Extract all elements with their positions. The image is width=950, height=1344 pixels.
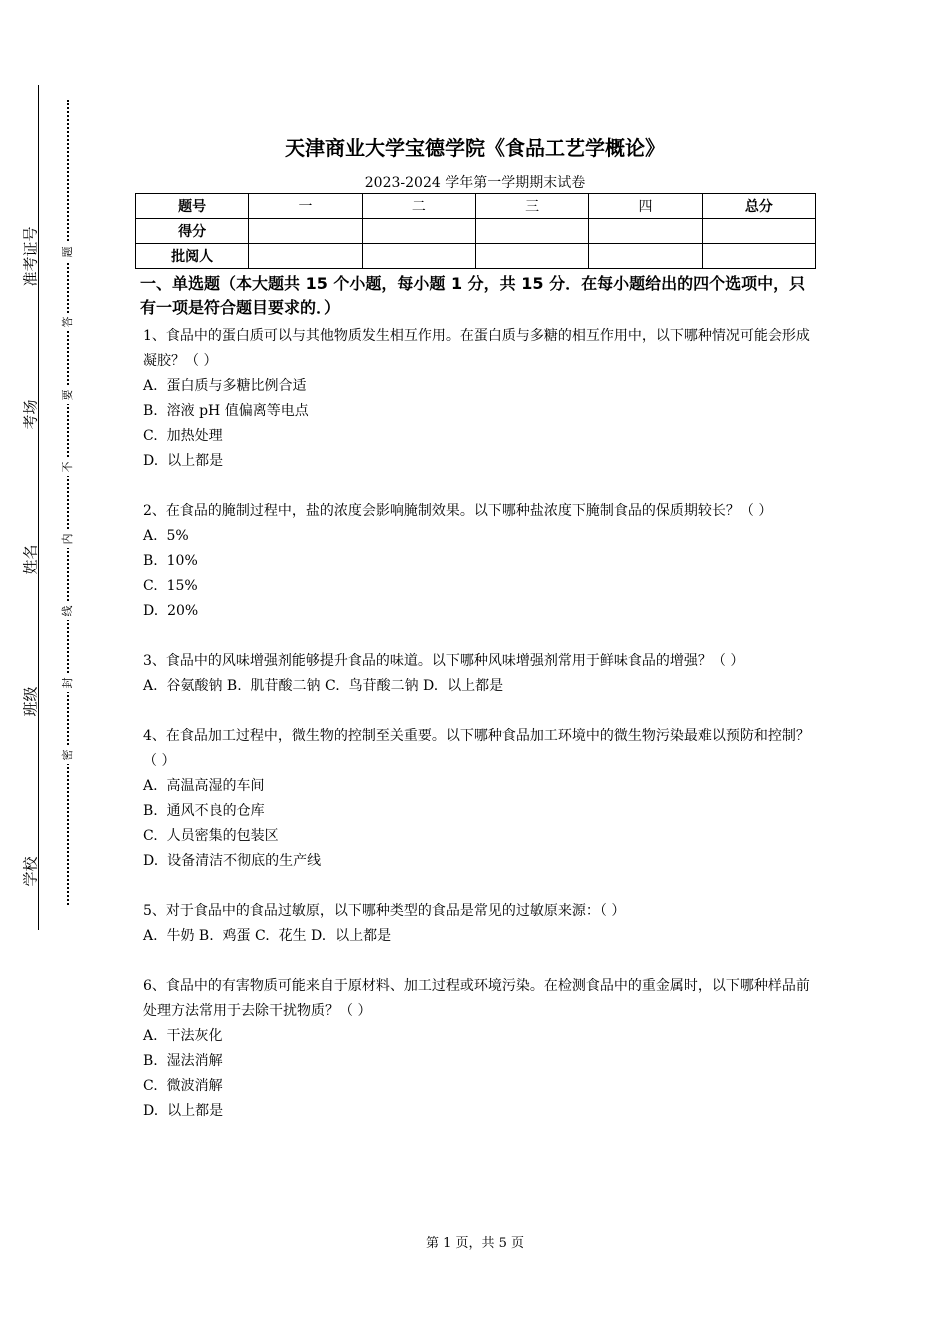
score-cell (475, 244, 588, 269)
binding-field-name (20, 544, 41, 610)
score-table-column-header: 一 (249, 194, 362, 219)
score-cell (702, 244, 815, 269)
dotted-line-char: 答 (61, 313, 75, 331)
question-option: D. 设备清洁不彻底的生产线 (143, 853, 322, 869)
dotted-line-char: 封 (61, 674, 75, 692)
score-cell (249, 244, 362, 269)
question-stem: 4、在食品加工过程中，微生物的控制至关重要。以下哪种食品加工环境中的微生物污染最难以预防和控制？（ ） (143, 728, 810, 769)
question-5 (143, 899, 815, 949)
dotted-line-char: 不 (61, 458, 75, 476)
binding-field-class-label: 班级 (21, 686, 40, 717)
score-table-column-header: 三 (475, 194, 588, 219)
binding-field-school-label: 学校 (21, 856, 40, 887)
score-table-row-label: 批阅人 (136, 244, 249, 269)
binding-field-school (20, 856, 41, 922)
question-option: A. 5% (143, 528, 189, 544)
question-option: B. 通风不良的仓库 (143, 803, 265, 819)
score-cell (475, 219, 588, 244)
question-option: D. 20% (143, 603, 199, 619)
dotted-line-char: 要 (61, 386, 75, 404)
score-table-column-header: 总分 (702, 194, 815, 219)
score-table (135, 193, 816, 269)
dotted-line-char: 线 (61, 602, 75, 620)
question-option: B. 溶液 pH 值偏离等电点 (143, 403, 309, 419)
dotted-line-char: 内 (61, 530, 75, 548)
question-stem: 3、食品中的风味增强剂能够提升食品的味道。以下哪种风味增强剂常用于鲜味食品的增强？（ ） (143, 653, 745, 669)
score-cell (702, 219, 815, 244)
question-option: D. 以上都是 (143, 1103, 224, 1119)
question-stem: 5、对于食品中的食品过敏原，以下哪种类型的食品是常见的过敏原来源：（ ） (143, 903, 626, 919)
section-heading: 一、单选题（本大题共 15 个小题，每小题 1 分，共 15 分．在每小题给出的四个选项中，只有一项是符合题目要求的．） (140, 274, 806, 317)
binding-dotted-line (67, 100, 69, 905)
score-table-column-header: 四 (589, 194, 702, 219)
question-option: C. 15% (143, 578, 198, 594)
question-6 (143, 974, 815, 1124)
exam-content (140, 272, 815, 1149)
binding-field-exam-room-label: 考场 (21, 399, 40, 430)
dotted-line-char: 密 (61, 746, 75, 764)
exam-title: 天津商业大学宝德学院《食品工艺学概论》 (285, 136, 665, 160)
question-option: B. 湿法消解 (143, 1053, 223, 1069)
question-option: A. 牛奶 B. 鸡蛋 C. 花生 D. 以上都是 (143, 928, 392, 944)
question-option: A. 高温高湿的车间 (143, 778, 265, 794)
question-stem: 6、食品中的有害物质可能来自于原材料、加工过程或环境污染。在检测食品中的重金属时，以下哪种样品前处理方法常用于去除干扰物质？（ ） (143, 978, 810, 1019)
question-option: C. 加热处理 (143, 428, 223, 444)
dotted-line-char: 题 (61, 243, 75, 261)
score-cell (589, 244, 702, 269)
score-table-column-header: 二 (362, 194, 475, 219)
binding-field-exam-id (20, 226, 41, 307)
question-3 (143, 649, 815, 699)
exam-subtitle: 2023-2024 学年第一学期期末试卷 (364, 175, 586, 191)
question-stem: 2、在食品的腌制过程中，盐的浓度会影响腌制效果。以下哪种盐浓度下腌制食品的保质期较长？（ ） (143, 503, 773, 519)
binding-field-exam-room (20, 399, 41, 465)
question-option: C. 微波消解 (143, 1078, 223, 1094)
score-cell (362, 244, 475, 269)
question-option: B. 10% (143, 553, 198, 569)
binding-field-exam-id-label: 准考证号 (21, 226, 40, 287)
binding-field-name-label: 姓名 (21, 544, 40, 575)
question-1 (143, 324, 815, 474)
score-table-row (136, 219, 816, 244)
score-table-header-row (136, 194, 816, 219)
binding-field-class (20, 686, 41, 752)
question-stem: 1、食品中的蛋白质可以与其他物质发生相互作用。在蛋白质与多糖的相互作用中，以下哪种情况可能会形成凝胶？（ ） (143, 328, 810, 369)
question-option: A. 蛋白质与多糖比例合适 (143, 378, 307, 394)
question-option: A. 谷氨酸钠 B. 肌苷酸二钠 C. 鸟苷酸二钠 D. 以上都是 (143, 678, 504, 694)
score-table-row (136, 244, 816, 269)
question-4 (143, 724, 815, 874)
question-2 (143, 499, 815, 624)
score-table-column-header: 题号 (136, 194, 249, 219)
score-table-row-label: 得分 (136, 219, 249, 244)
page-footer: 第 1 页，共 5 页 (425, 1236, 525, 1251)
question-option: D. 以上都是 (143, 453, 224, 469)
question-option: C. 人员密集的包装区 (143, 828, 279, 844)
score-cell (249, 219, 362, 244)
question-option: A. 干法灰化 (143, 1028, 223, 1044)
score-cell (362, 219, 475, 244)
score-cell (589, 219, 702, 244)
